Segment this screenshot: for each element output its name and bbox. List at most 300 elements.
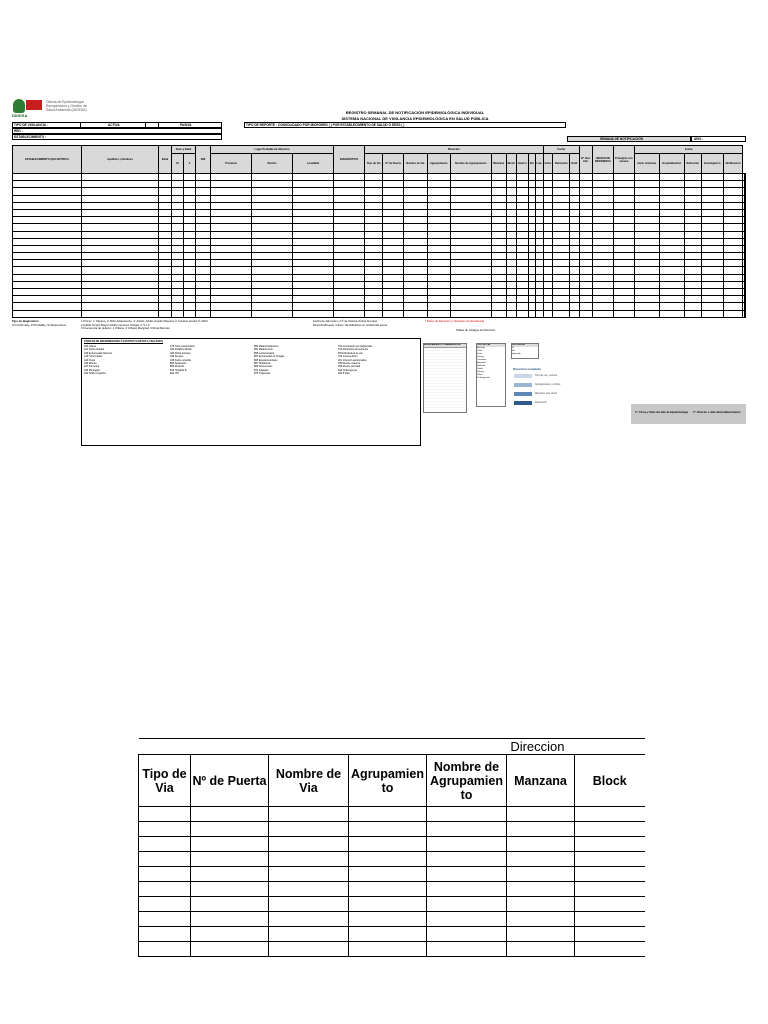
registration-cell[interactable] — [659, 303, 684, 310]
registration-cell[interactable] — [334, 274, 365, 281]
registration-cell[interactable] — [723, 310, 743, 317]
registration-cell[interactable] — [211, 260, 252, 267]
registration-cell[interactable] — [634, 303, 659, 310]
registration-cell[interactable] — [184, 253, 196, 260]
registration-cell[interactable] — [211, 231, 252, 238]
registration-cell[interactable] — [491, 224, 506, 231]
registration-cell[interactable] — [723, 174, 743, 181]
registration-cell[interactable] — [535, 217, 543, 224]
registration-cell[interactable] — [543, 274, 553, 281]
registration-cell[interactable] — [383, 310, 403, 317]
registration-cell[interactable] — [159, 181, 172, 188]
registration-cell[interactable] — [634, 267, 659, 274]
registration-cell[interactable] — [211, 303, 252, 310]
direccion-cell[interactable] — [507, 852, 575, 867]
registration-cell[interactable] — [196, 174, 211, 181]
registration-cell[interactable] — [701, 202, 723, 209]
direccion-cell[interactable] — [269, 927, 349, 942]
registration-cell[interactable] — [506, 281, 516, 288]
registration-cell[interactable] — [613, 231, 634, 238]
registration-cell[interactable] — [659, 209, 684, 216]
registration-cell[interactable] — [491, 188, 506, 195]
registration-cell[interactable] — [723, 260, 743, 267]
registration-cell[interactable] — [293, 281, 334, 288]
registration-cell[interactable] — [744, 289, 745, 296]
registration-cell[interactable] — [535, 253, 543, 260]
registration-cell[interactable] — [579, 202, 592, 209]
registration-cell[interactable] — [744, 238, 745, 245]
direccion-cell[interactable] — [427, 942, 507, 957]
direccion-cell[interactable] — [139, 867, 191, 882]
direccion-cell[interactable] — [191, 822, 269, 837]
registration-cell[interactable] — [82, 253, 159, 260]
direccion-cell[interactable] — [349, 942, 427, 957]
registration-cell[interactable] — [13, 303, 82, 310]
registration-cell[interactable] — [196, 303, 211, 310]
registration-cell[interactable] — [684, 209, 701, 216]
registration-cell[interactable] — [252, 281, 293, 288]
direccion-cell[interactable] — [349, 927, 427, 942]
direccion-cell[interactable] — [349, 852, 427, 867]
registration-cell[interactable] — [516, 181, 528, 188]
registration-cell[interactable] — [252, 224, 293, 231]
registration-cell[interactable] — [744, 224, 745, 231]
registration-cell[interactable] — [684, 238, 701, 245]
registration-cell[interactable] — [491, 303, 506, 310]
registration-cell[interactable] — [252, 245, 293, 252]
registration-cell[interactable] — [196, 289, 211, 296]
registration-cell[interactable] — [403, 281, 427, 288]
registration-cell[interactable] — [427, 195, 450, 202]
registration-cell[interactable] — [365, 296, 383, 303]
registration-cell[interactable] — [516, 310, 528, 317]
registration-cell[interactable] — [252, 238, 293, 245]
registration-cell[interactable] — [293, 303, 334, 310]
registration-cell[interactable] — [13, 289, 82, 296]
registration-cell[interactable] — [403, 231, 427, 238]
registration-cell[interactable] — [427, 181, 450, 188]
registration-cell[interactable] — [723, 238, 743, 245]
direccion-cell[interactable] — [349, 867, 427, 882]
registration-cell[interactable] — [82, 217, 159, 224]
registration-cell[interactable] — [516, 289, 528, 296]
registration-cell[interactable] — [506, 209, 516, 216]
registration-cell[interactable] — [491, 289, 506, 296]
registration-cell[interactable] — [516, 195, 528, 202]
registration-cell[interactable] — [613, 267, 634, 274]
registration-cell[interactable] — [543, 195, 553, 202]
registration-cell[interactable] — [82, 202, 159, 209]
registration-cell[interactable] — [403, 303, 427, 310]
registration-cell[interactable] — [723, 303, 743, 310]
registration-cell[interactable] — [196, 224, 211, 231]
registration-cell[interactable] — [159, 245, 172, 252]
registration-cell[interactable] — [701, 274, 723, 281]
registration-cell[interactable] — [506, 310, 516, 317]
direccion-cell[interactable] — [349, 897, 427, 912]
registration-cell[interactable] — [252, 209, 293, 216]
registration-cell[interactable] — [553, 231, 570, 238]
registration-cell[interactable] — [383, 253, 403, 260]
registration-cell[interactable] — [659, 188, 684, 195]
registration-cell[interactable] — [506, 188, 516, 195]
registration-cell[interactable] — [744, 274, 745, 281]
registration-cell[interactable] — [172, 231, 184, 238]
registration-cell[interactable] — [570, 188, 580, 195]
registration-cell[interactable] — [159, 274, 172, 281]
registration-cell[interactable] — [13, 209, 82, 216]
registration-cell[interactable] — [516, 174, 528, 181]
registration-cell[interactable] — [211, 202, 252, 209]
registration-cell[interactable] — [365, 260, 383, 267]
registration-cell[interactable] — [579, 181, 592, 188]
registration-cell[interactable] — [592, 224, 613, 231]
registration-cell[interactable] — [491, 281, 506, 288]
registration-cell[interactable] — [293, 195, 334, 202]
registration-cell[interactable] — [543, 209, 553, 216]
registration-cell[interactable] — [701, 260, 723, 267]
registration-cell[interactable] — [516, 238, 528, 245]
registration-cell[interactable] — [365, 188, 383, 195]
registration-cell[interactable] — [403, 174, 427, 181]
registration-cell[interactable] — [579, 253, 592, 260]
registration-cell[interactable] — [723, 245, 743, 252]
registration-cell[interactable] — [427, 260, 450, 267]
registration-cell[interactable] — [684, 310, 701, 317]
registration-cell[interactable] — [196, 195, 211, 202]
registration-cell[interactable] — [659, 289, 684, 296]
registration-cell[interactable] — [82, 267, 159, 274]
registration-cell[interactable] — [293, 217, 334, 224]
registration-cell[interactable] — [506, 202, 516, 209]
direccion-cell[interactable] — [575, 912, 645, 927]
registration-cell[interactable] — [383, 202, 403, 209]
direccion-cell[interactable] — [269, 837, 349, 852]
registration-cell[interactable] — [535, 260, 543, 267]
registration-cell[interactable] — [553, 245, 570, 252]
registration-cell[interactable] — [516, 188, 528, 195]
registration-cell[interactable] — [252, 303, 293, 310]
registration-cell[interactable] — [403, 238, 427, 245]
registration-cell[interactable] — [634, 217, 659, 224]
registration-cell[interactable] — [684, 188, 701, 195]
registration-cell[interactable] — [196, 209, 211, 216]
registration-cell[interactable] — [159, 209, 172, 216]
registration-cell[interactable] — [427, 267, 450, 274]
registration-cell[interactable] — [172, 188, 184, 195]
direccion-cell[interactable] — [139, 942, 191, 957]
registration-cell[interactable] — [82, 195, 159, 202]
registration-cell[interactable] — [634, 253, 659, 260]
registration-cell[interactable] — [196, 231, 211, 238]
registration-cell[interactable] — [553, 296, 570, 303]
registration-cell[interactable] — [184, 245, 196, 252]
registration-cell[interactable] — [82, 209, 159, 216]
registration-cell[interactable] — [659, 217, 684, 224]
registration-cell[interactable] — [570, 310, 580, 317]
registration-cell[interactable] — [543, 296, 553, 303]
registration-cell[interactable] — [535, 303, 543, 310]
registration-cell[interactable] — [211, 310, 252, 317]
registration-cell[interactable] — [570, 303, 580, 310]
registration-cell[interactable] — [334, 289, 365, 296]
registration-cell[interactable] — [570, 202, 580, 209]
registration-cell[interactable] — [570, 209, 580, 216]
registration-cell[interactable] — [613, 260, 634, 267]
registration-cell[interactable] — [159, 296, 172, 303]
registration-cell[interactable] — [196, 281, 211, 288]
registration-cell[interactable] — [427, 224, 450, 231]
registration-cell[interactable] — [543, 238, 553, 245]
registration-cell[interactable] — [684, 253, 701, 260]
registration-cell[interactable] — [543, 289, 553, 296]
registration-cell[interactable] — [450, 195, 491, 202]
registration-cell[interactable] — [634, 174, 659, 181]
registration-cell[interactable] — [172, 238, 184, 245]
registration-cell[interactable] — [403, 310, 427, 317]
registration-cell[interactable] — [684, 217, 701, 224]
registration-cell[interactable] — [570, 174, 580, 181]
registration-cell[interactable] — [516, 217, 528, 224]
registration-cell[interactable] — [570, 224, 580, 231]
registration-cell[interactable] — [13, 202, 82, 209]
registration-cell[interactable] — [365, 267, 383, 274]
registration-cell[interactable] — [744, 303, 745, 310]
registration-cell[interactable] — [365, 202, 383, 209]
registration-cell[interactable] — [553, 267, 570, 274]
registration-cell[interactable] — [196, 238, 211, 245]
registration-cell[interactable] — [570, 238, 580, 245]
registration-cell[interactable] — [613, 296, 634, 303]
registration-cell[interactable] — [172, 245, 184, 252]
registration-cell[interactable] — [659, 310, 684, 317]
registration-cell[interactable] — [684, 303, 701, 310]
registration-cell[interactable] — [211, 289, 252, 296]
registration-cell[interactable] — [365, 238, 383, 245]
registration-cell[interactable] — [553, 217, 570, 224]
registration-cell[interactable] — [579, 303, 592, 310]
direccion-cell[interactable] — [139, 822, 191, 837]
registration-cell[interactable] — [82, 310, 159, 317]
registration-cell[interactable] — [172, 289, 184, 296]
registration-cell[interactable] — [701, 289, 723, 296]
registration-cell[interactable] — [634, 231, 659, 238]
registration-cell[interactable] — [634, 188, 659, 195]
registration-cell[interactable] — [579, 231, 592, 238]
registration-cell[interactable] — [579, 274, 592, 281]
registration-cell[interactable] — [184, 174, 196, 181]
registration-cell[interactable] — [684, 274, 701, 281]
direccion-cell[interactable] — [191, 837, 269, 852]
registration-cell[interactable] — [535, 195, 543, 202]
registration-cell[interactable] — [196, 310, 211, 317]
registration-cell[interactable] — [570, 195, 580, 202]
registration-cell[interactable] — [723, 202, 743, 209]
registration-cell[interactable] — [543, 181, 553, 188]
registration-cell[interactable] — [211, 267, 252, 274]
registration-cell[interactable] — [579, 281, 592, 288]
registration-cell[interactable] — [543, 188, 553, 195]
registration-cell[interactable] — [723, 231, 743, 238]
registration-cell[interactable] — [659, 253, 684, 260]
registration-cell[interactable] — [516, 245, 528, 252]
registration-cell[interactable] — [723, 274, 743, 281]
registration-cell[interactable] — [196, 188, 211, 195]
registration-cell[interactable] — [744, 174, 745, 181]
registration-cell[interactable] — [13, 238, 82, 245]
registration-cell[interactable] — [592, 260, 613, 267]
registration-cell[interactable] — [293, 224, 334, 231]
registration-cell[interactable] — [592, 174, 613, 181]
registration-cell[interactable] — [491, 245, 506, 252]
registration-cell[interactable] — [553, 188, 570, 195]
registration-cell[interactable] — [334, 238, 365, 245]
registration-cell[interactable] — [659, 174, 684, 181]
registration-cell[interactable] — [13, 281, 82, 288]
registration-cell[interactable] — [211, 209, 252, 216]
registration-cell[interactable] — [403, 181, 427, 188]
registration-cell[interactable] — [293, 260, 334, 267]
registration-cell[interactable] — [543, 245, 553, 252]
registration-cell[interactable] — [613, 253, 634, 260]
registration-cell[interactable] — [450, 296, 491, 303]
registration-cell[interactable] — [613, 217, 634, 224]
registration-cell[interactable] — [570, 267, 580, 274]
registration-cell[interactable] — [535, 209, 543, 216]
registration-cell[interactable] — [450, 188, 491, 195]
direccion-cell[interactable] — [349, 837, 427, 852]
registration-cell[interactable] — [701, 217, 723, 224]
registration-cell[interactable] — [592, 238, 613, 245]
registration-cell[interactable] — [744, 217, 745, 224]
registration-cell[interactable] — [403, 195, 427, 202]
registration-cell[interactable] — [365, 209, 383, 216]
registration-cell[interactable] — [634, 260, 659, 267]
registration-cell[interactable] — [491, 202, 506, 209]
registration-cell[interactable] — [196, 296, 211, 303]
registration-cell[interactable] — [723, 217, 743, 224]
registration-cell[interactable] — [570, 217, 580, 224]
registration-cell[interactable] — [450, 253, 491, 260]
registration-cell[interactable] — [252, 296, 293, 303]
registration-cell[interactable] — [684, 260, 701, 267]
registration-cell[interactable] — [172, 267, 184, 274]
direccion-cell[interactable] — [507, 822, 575, 837]
registration-cell[interactable] — [723, 253, 743, 260]
registration-cell[interactable] — [535, 174, 543, 181]
registration-cell[interactable] — [82, 224, 159, 231]
direccion-cell[interactable] — [269, 807, 349, 822]
registration-cell[interactable] — [293, 174, 334, 181]
registration-cell[interactable] — [659, 181, 684, 188]
registration-cell[interactable] — [491, 181, 506, 188]
registration-cell[interactable] — [553, 289, 570, 296]
registration-cell[interactable] — [723, 281, 743, 288]
registration-cell[interactable] — [659, 260, 684, 267]
registration-cell[interactable] — [334, 217, 365, 224]
registration-cell[interactable] — [172, 224, 184, 231]
registration-cell[interactable] — [579, 174, 592, 181]
registration-cell[interactable] — [543, 224, 553, 231]
direccion-cell[interactable] — [191, 912, 269, 927]
registration-cell[interactable] — [553, 281, 570, 288]
registration-cell[interactable] — [535, 245, 543, 252]
registration-cell[interactable] — [334, 195, 365, 202]
registration-cell[interactable] — [383, 281, 403, 288]
registration-cell[interactable] — [172, 174, 184, 181]
registration-cell[interactable] — [543, 260, 553, 267]
registration-cell[interactable] — [403, 253, 427, 260]
registration-cell[interactable] — [450, 224, 491, 231]
registration-cell[interactable] — [506, 224, 516, 231]
direccion-cell[interactable] — [427, 822, 507, 837]
registration-cell[interactable] — [613, 281, 634, 288]
registration-cell[interactable] — [159, 238, 172, 245]
registration-cell[interactable] — [491, 296, 506, 303]
registration-cell[interactable] — [613, 289, 634, 296]
registration-cell[interactable] — [592, 274, 613, 281]
registration-cell[interactable] — [450, 202, 491, 209]
registration-cell[interactable] — [293, 253, 334, 260]
registration-cell[interactable] — [543, 253, 553, 260]
registration-cell[interactable] — [184, 217, 196, 224]
registration-cell[interactable] — [516, 260, 528, 267]
registration-cell[interactable] — [543, 231, 553, 238]
registration-cell[interactable] — [427, 245, 450, 252]
registration-cell[interactable] — [184, 289, 196, 296]
registration-cell[interactable] — [403, 209, 427, 216]
registration-cell[interactable] — [579, 260, 592, 267]
registration-cell[interactable] — [701, 253, 723, 260]
registration-cell[interactable] — [196, 267, 211, 274]
registration-cell[interactable] — [184, 224, 196, 231]
registration-cell[interactable] — [535, 289, 543, 296]
registration-cell[interactable] — [659, 281, 684, 288]
direccion-cell[interactable] — [139, 912, 191, 927]
registration-cell[interactable] — [553, 238, 570, 245]
direccion-cell[interactable] — [191, 897, 269, 912]
direccion-cell[interactable] — [575, 807, 645, 822]
registration-cell[interactable] — [535, 231, 543, 238]
registration-cell[interactable] — [172, 296, 184, 303]
registration-cell[interactable] — [184, 195, 196, 202]
registration-cell[interactable] — [491, 231, 506, 238]
registration-cell[interactable] — [570, 181, 580, 188]
direccion-cell[interactable] — [269, 897, 349, 912]
registration-cell[interactable] — [383, 224, 403, 231]
registration-cell[interactable] — [252, 310, 293, 317]
registration-cell[interactable] — [252, 181, 293, 188]
registration-cell[interactable] — [82, 231, 159, 238]
direccion-cell[interactable] — [507, 912, 575, 927]
registration-cell[interactable] — [82, 296, 159, 303]
registration-cell[interactable] — [293, 238, 334, 245]
registration-cell[interactable] — [172, 274, 184, 281]
registration-cell[interactable] — [592, 267, 613, 274]
registration-cell[interactable] — [196, 253, 211, 260]
direccion-cell[interactable] — [427, 912, 507, 927]
registration-cell[interactable] — [13, 274, 82, 281]
direccion-cell[interactable] — [575, 867, 645, 882]
direccion-cell[interactable] — [191, 882, 269, 897]
registration-cell[interactable] — [506, 289, 516, 296]
registration-cell[interactable] — [701, 224, 723, 231]
registration-cell[interactable] — [334, 245, 365, 252]
registration-cell[interactable] — [592, 202, 613, 209]
registration-cell[interactable] — [659, 267, 684, 274]
registration-cell[interactable] — [684, 174, 701, 181]
registration-cell[interactable] — [613, 195, 634, 202]
